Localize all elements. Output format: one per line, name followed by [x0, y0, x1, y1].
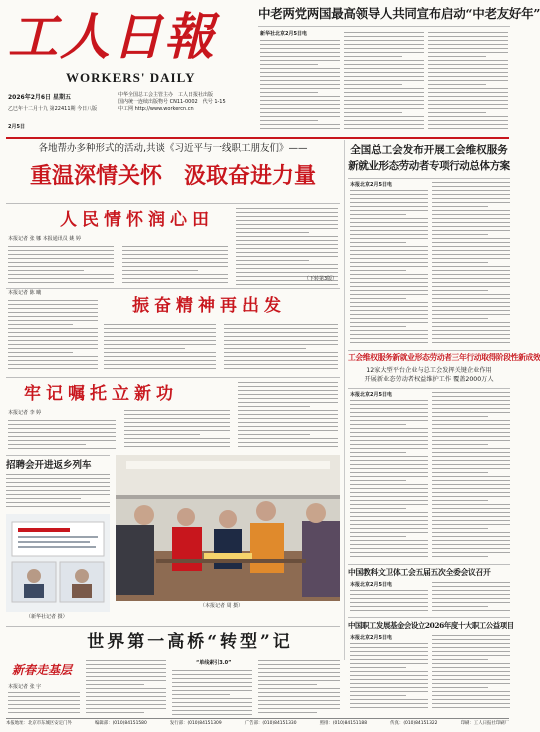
right-top-dateline: 本报北京2月5日电 [350, 182, 392, 188]
right-news-1-title: 中国教科文卫体工会五届五次全委会议召开 [348, 568, 491, 577]
top-story-date-marker: 2月5日 [8, 124, 25, 130]
section-2-byline: 本报记者 陈 曦 [8, 290, 42, 296]
column-label: 新春走基层 [12, 663, 73, 677]
right-mid-title: 工会维权服务新就业形态劳动者三年行动取得阶段性新成效 [348, 353, 540, 362]
footer [6, 720, 509, 730]
page-count: 今日八版 [77, 106, 98, 112]
top-story [258, 6, 540, 134]
recruit-box [6, 455, 110, 625]
footer-distribution: 发行部：(010)84151309 [169, 721, 222, 726]
section-3 [6, 380, 340, 452]
footer-printing: 印刷：工人日报社印刷厂 [460, 721, 509, 726]
right-news-2-dateline: 本报北京2月5日电 [350, 635, 392, 641]
section-1-byline: 本报记者 张 娜 本报通讯员 姚 婷 [8, 236, 81, 242]
right-mid-dateline: 本报北京2月5日电 [350, 392, 392, 398]
main-photo [116, 455, 340, 601]
right-mid-sub-2: 开展新业态劳动者权益维护工作 覆盖2000万人 [364, 376, 494, 383]
postal-code: 代号 1-15 [202, 99, 226, 105]
right-top-title-1: 全国总工会发布开展工会维权服务 [350, 144, 508, 156]
top-story-body [260, 40, 340, 132]
right-news-2-title: 中国职工发展基金会设立2026年度十大职工公益项目 [348, 621, 514, 630]
issue-date: 2026年2月6日 [8, 94, 52, 101]
masthead-english: WORKERS' DAILY [66, 70, 196, 85]
banner-subtitle: 各地帮办多种形式的活动,共谈《习近平与一线职工朋友们》—— [38, 143, 308, 154]
right-top-story [348, 142, 510, 348]
footer-ads: 广告部：(010)84151330 [244, 721, 297, 726]
right-mid-sub-1: 12家大型平台企业与总工会发挥关键企业作用 [366, 367, 492, 374]
top-story-dateline: 新华社北京2月5日电 [260, 31, 307, 37]
right-news-1 [348, 567, 510, 615]
bottom-quote: “单线索引3.0” [196, 660, 232, 666]
recruit-title: 招聘会开进返乡列车 [6, 460, 92, 471]
footer-address: 本报地址：北京市东城区安定门外 [6, 721, 72, 726]
right-mid-story [348, 352, 540, 562]
serial-number: 国内统一连续出版物号 CN11-0002 [118, 99, 198, 105]
recruit-caption: （新华社记者 摄） [26, 614, 68, 620]
section-2-title: 振奋精神再出发 [132, 296, 286, 316]
section-2 [6, 290, 340, 376]
continued-note: （下转第3版） [304, 276, 338, 282]
photo-caption: （本报记者 周 摄） [200, 603, 244, 609]
right-top-title-2: 新就业形态劳动者专项行动总体方案 [348, 160, 510, 172]
lunar-date: 乙巳年十二月十九 [8, 106, 49, 112]
publisher: 中华全国总工会主管主办 [118, 92, 174, 98]
footer-typesetting: 照排：(010)84151188 [319, 721, 367, 726]
issue-number: 第22411期 [49, 106, 76, 112]
section-1 [6, 206, 340, 286]
weekday: 星期五 [52, 94, 71, 101]
recruit-photo [6, 514, 110, 612]
banner-title: 重温深情关怀 汲取奋进力量 [29, 163, 316, 189]
masthead-title: 工人日報 [8, 7, 216, 66]
right-news-1-dateline: 本报北京2月5日电 [350, 582, 392, 588]
edition: 工人日报社出版 [178, 92, 214, 98]
section-1-title: 人民情怀润心田 [60, 210, 214, 230]
right-news-2 [348, 620, 514, 714]
website: 中工网 http://www.workercn.cn [118, 106, 194, 112]
masthead [6, 6, 254, 120]
footer-editorial: 编辑部：(010)84151580 [95, 721, 147, 726]
top-story-headline: 中老两党两国最高领导人共同宣布启动“中老友好年” [258, 6, 540, 21]
banner [6, 142, 340, 202]
footer-fax: 传真：(010)84151322 [390, 721, 438, 726]
section-3-title: 牢记嘱托立新功 [24, 384, 178, 404]
bottom-headline: 世界第一高桥“转型”记 [87, 632, 293, 652]
bottom-byline: 本报记者 张 宇 [8, 684, 42, 690]
section-3-byline: 本报记者 李 婷 [8, 410, 42, 416]
